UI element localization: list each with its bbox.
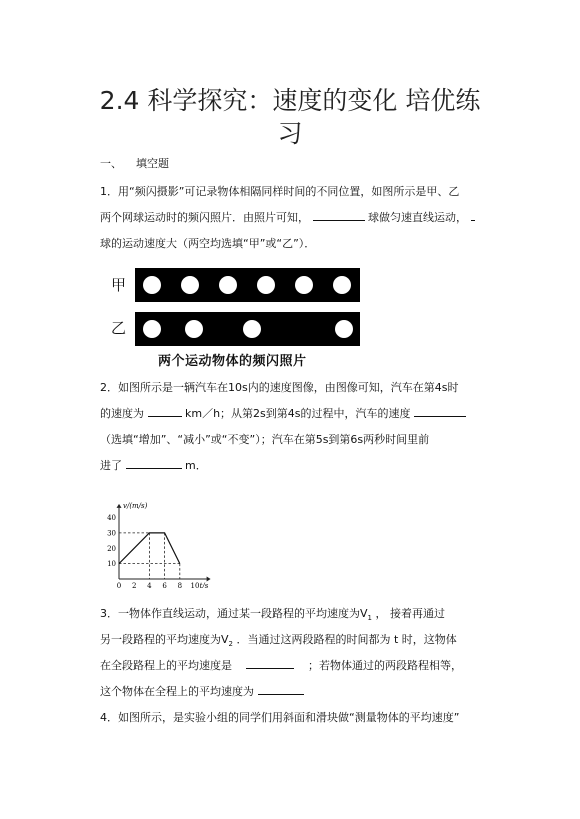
y-tick-label: 30 (107, 529, 116, 538)
x-tick-label: 2 (131, 582, 137, 588)
x-tick-label: 4 (147, 582, 152, 588)
page-title-line1: 2.4 科学探究：速度的变化 培优练 (99, 86, 481, 115)
x-tick-label: 10 (190, 582, 200, 588)
y-tick-label: 20 (107, 544, 116, 553)
section-number: 一、 (100, 157, 122, 170)
q3-line1-sub: 1 (367, 614, 372, 623)
q3-line1 (100, 606, 445, 626)
q3-line2-pre: 另一段路程的平均速度为V (100, 633, 229, 646)
q3-line3-pre: 在全段路程上的平均速度是 (100, 659, 232, 672)
y-tick-label: 10 (107, 560, 116, 569)
y-axis-arrow (117, 504, 122, 508)
strip-label-b: 乙 (111, 319, 127, 337)
q2-line3: （选填“增加”、“减小”或“不变”）；汽车在第5s到第6s两秒时间里前 (100, 433, 430, 446)
velocity-time-chart (100, 488, 230, 588)
q4-line1: 4．如图所示，是实验小组的同学们用斜面和滑块做“测量物体的平均速度” (100, 711, 460, 724)
ball-image (257, 276, 275, 294)
section-label: 填空题 (136, 157, 169, 170)
ball-image (335, 320, 353, 338)
q1-line2 (100, 210, 475, 226)
q3-line1-pre: 3．一物体作直线运动，通过某一段路程的平均速度为V (100, 607, 368, 620)
ball-image (143, 276, 161, 294)
ball-image (243, 320, 261, 338)
q3-line4 (100, 684, 304, 700)
q3-line2-sub: 2 (228, 640, 233, 649)
q3-line4-pre: 这个物体在全程上的平均速度为 (100, 685, 254, 698)
q1-line2-post: 球做匀速直线运动， (368, 211, 467, 224)
q2-line2-mid: km／h；从第2s到第4s的过程中，汽车的速度 (185, 407, 411, 420)
ball-image (143, 320, 161, 338)
q3-line3-post: ；若物体通过的两段路程相等， (308, 659, 462, 672)
y-tick-label: 40 (107, 514, 116, 522)
q2-blank-2[interactable] (414, 406, 466, 417)
q3-blank-1[interactable] (246, 658, 294, 669)
q1-line1: 1．用“频闪摄影”可记录物体相隔同样时间的不同位置，如图所示是甲、乙 (100, 185, 460, 198)
x-tick-label: 8 (177, 582, 183, 588)
figure-caption: 两个运动物体的频闪照片 (158, 354, 307, 369)
q2-line4 (100, 458, 207, 474)
q3-line3 (100, 658, 462, 674)
q2-line2-pre: 的速度为 (100, 407, 144, 420)
ball-image (219, 276, 237, 294)
q3-line1-post: ， 接着再通过 (375, 607, 445, 620)
x-tick-label: 6 (162, 582, 167, 588)
q3-blank-2[interactable] (258, 684, 304, 695)
page-title-line2: 习 (277, 119, 303, 148)
x-axis-label: t/s (199, 582, 209, 588)
q2-line4-pre: 进了 (100, 459, 122, 472)
x-tick-label: 0 (116, 582, 122, 588)
x-axis-arrow (207, 577, 211, 582)
strip-label-a: 甲 (111, 276, 127, 294)
q2-line4-post: m． (185, 459, 207, 472)
q3-line2-post: ．当通过这两段路程的时间都为 t 时，这物体 (236, 633, 457, 646)
section-heading (100, 156, 169, 172)
y-axis-label: v/(m/s) (123, 501, 148, 510)
q3-line2 (100, 632, 457, 652)
q2-line1: 2．如图所示是一辆汽车在10s内的速度图像，由图像可知，汽车在第4s时 (100, 381, 459, 394)
ball-image (185, 320, 203, 338)
strobe-strip-a (135, 268, 360, 302)
q1-blank-2[interactable] (471, 210, 475, 221)
q2-blank-3[interactable] (126, 458, 182, 469)
q2-blank-1[interactable] (148, 406, 182, 417)
q1-blank-1[interactable] (313, 210, 365, 221)
q2-line2 (100, 406, 466, 422)
ball-image (295, 276, 313, 294)
q1-line3: 球的运动速度大（两空均选填“甲”或“乙”）． (100, 237, 316, 250)
ball-image (181, 276, 199, 294)
ball-image (333, 276, 351, 294)
strobe-strip-b (135, 312, 360, 346)
q1-line2-text: 两个网球运动时的频闪照片．由照片可知， (100, 211, 309, 224)
